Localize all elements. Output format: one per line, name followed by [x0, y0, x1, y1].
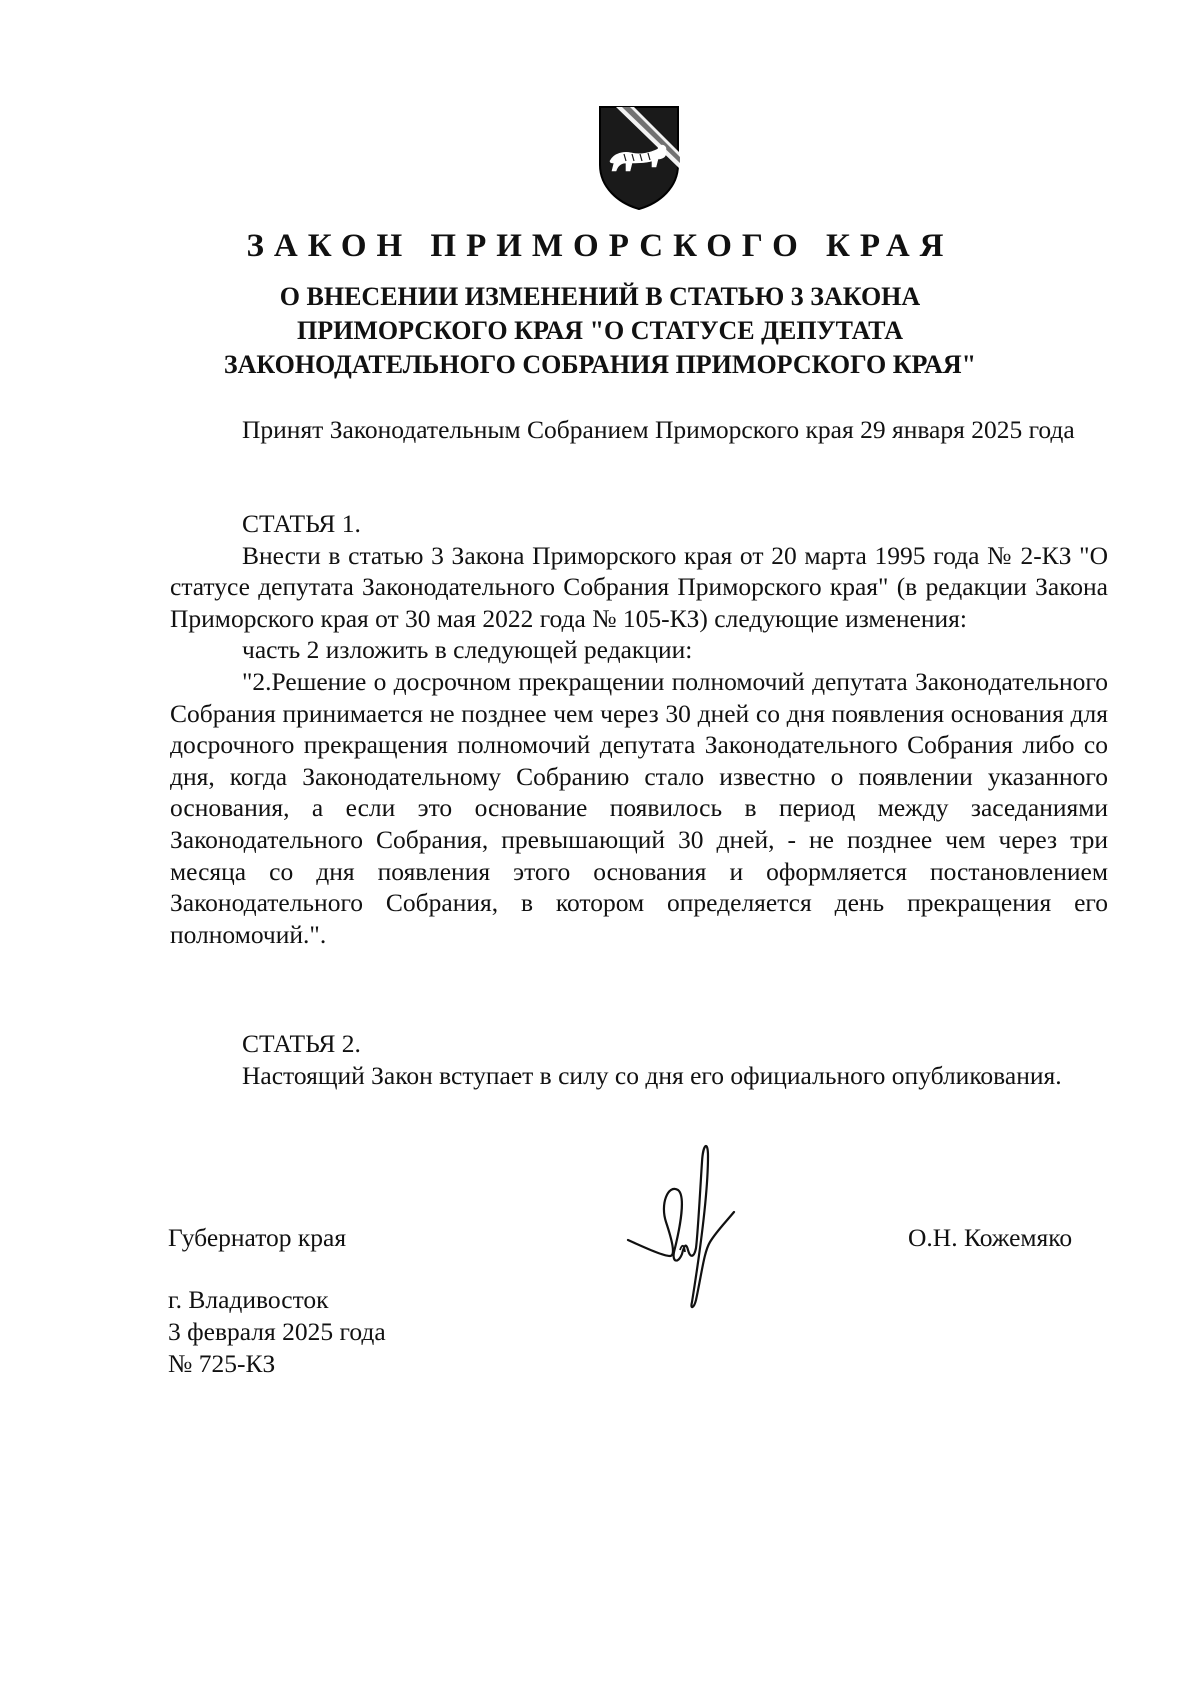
adoption-text: Принят Законодательным Собранием Приморского края 29 января 2025 года — [242, 415, 1075, 444]
document-footer — [168, 1284, 386, 1380]
law-subtitle — [150, 280, 1050, 382]
article-1-heading: СТАТЬЯ 1. — [242, 509, 361, 538]
signatory-name: О.Н. Кожемяко — [908, 1223, 1073, 1252]
article-1 — [170, 508, 1108, 950]
signature-icon — [620, 1132, 750, 1312]
law-title: ЗАКОН ПРИМОРСКОГО КРАЯ — [246, 228, 954, 264]
subtitle-line-3: ЗАКОНОДАТЕЛЬНОГО СОБРАНИЯ ПРИМОРСКОГО КРАЯ" — [223, 350, 977, 379]
footer-number: № 725-КЗ — [168, 1349, 276, 1378]
article-1-paragraph-1: Внести в статью 3 Закона Приморского края от 20 марта 1995 года № 2-КЗ "О статусе депутата Законодательного Собрания Приморского края" (в редакции Закона Приморского края от 30 мая 2022 года № 105-КЗ) следующие изменения: — [170, 540, 1108, 633]
article-2 — [170, 1028, 1108, 1091]
coat-of-arms-icon — [596, 103, 682, 211]
footer-date: 3 февраля 2025 года — [168, 1317, 386, 1346]
article-2-paragraph-1: Настоящий Закон вступает в силу со дня его официального опубликования. — [242, 1060, 1062, 1090]
footer-city: г. Владивосток — [168, 1285, 329, 1314]
subtitle-line-2: ПРИМОРСКОГО КРАЯ "О СТАТУСЕ ДЕПУТАТА — [297, 316, 903, 345]
signatory-position: Губернатор края — [168, 1223, 347, 1252]
subtitle-line-1: О ВНЕСЕНИИ ИЗМЕНЕНИЙ В СТАТЬЮ 3 ЗАКОНА — [279, 282, 921, 311]
adoption-note — [170, 414, 1108, 446]
article-1-paragraph-2: часть 2 изложить в следующей редакции: — [242, 635, 693, 665]
article-1-paragraph-3: "2.Решение о досрочном прекращении полномочий депутата Законодательного Собрания принимается не позднее чем через 30 дней со дня появления основания для досрочного прекращения полномочий депутата Законодательного Собрания либо со дня, когда Законодательному Собранию стало известно о появлении указанного основания, а если это основание появилось в период между заседаниями Законодательного Собрания, превышающий 30 дней, - не позднее чем через три месяца со дня появления этого основания и оформляется постановлением Законодательного Собрания, в котором определяется день прекращения его полномочий.". — [170, 666, 1108, 949]
article-2-heading: СТАТЬЯ 2. — [242, 1029, 361, 1058]
